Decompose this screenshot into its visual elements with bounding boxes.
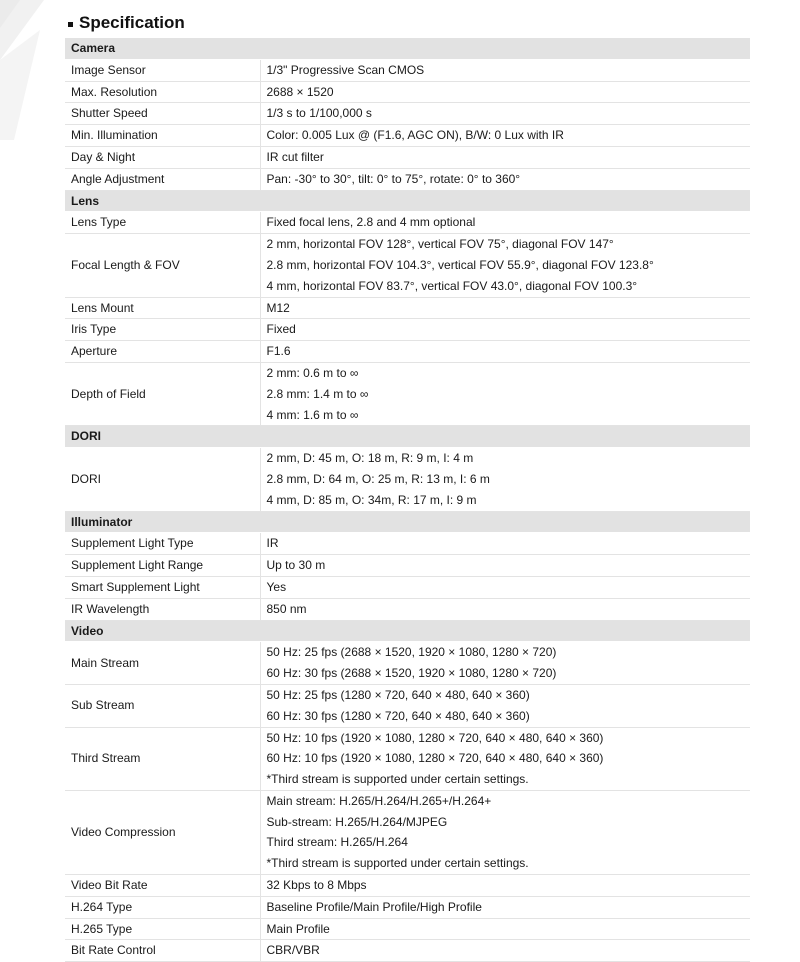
section-header xyxy=(65,426,750,448)
spec-value-line: 2.8 mm, D: 64 m, O: 25 m, R: 13 m, I: 6 m xyxy=(266,471,490,486)
spec-value-line: F1.6 xyxy=(266,344,291,359)
spec-value-line: *Third stream is supported under certain settings. xyxy=(266,856,529,871)
spec-value-line: 2 mm: 0.6 m to ∞ xyxy=(266,365,359,380)
spec-label: Lens Type xyxy=(65,212,260,234)
section-header xyxy=(65,511,750,533)
spec-value xyxy=(260,362,750,425)
table-row xyxy=(65,59,750,81)
section-title: DORI xyxy=(65,426,750,448)
table-row xyxy=(65,341,750,363)
table-row xyxy=(65,319,750,341)
spec-value-line: 1/3 s to 1/100,000 s xyxy=(266,106,372,121)
spec-value xyxy=(260,896,750,918)
spec-value-line: Third stream: H.265/H.264 xyxy=(266,835,408,850)
spec-value-line: Fixed xyxy=(266,322,296,337)
spec-value-line: 60 Hz: 30 fps (1280 × 720, 640 × 480, 640 × 360) xyxy=(266,708,530,723)
spec-value xyxy=(260,146,750,168)
spec-label: Bit Rate Control xyxy=(65,940,260,962)
table-row xyxy=(65,727,750,790)
spec-label: Min. Illumination xyxy=(65,125,260,147)
spec-value-line: 60 Hz: 10 fps (1920 × 1080, 1280 × 720, 640 × 480, 640 × 360) xyxy=(266,751,604,766)
spec-value xyxy=(260,533,750,555)
table-row xyxy=(65,918,750,940)
table-row xyxy=(65,576,750,598)
spec-value-line: 2688 × 1520 xyxy=(266,84,334,99)
spec-value-line: Fixed focal lens, 2.8 and 4 mm optional xyxy=(266,215,476,230)
table-row xyxy=(65,297,750,319)
spec-value-line: Main stream: H.265/H.264/H.265+/H.264+ xyxy=(266,793,492,808)
section-title: Lens xyxy=(65,190,750,212)
spec-value-line: CBR/VBR xyxy=(266,943,320,958)
spec-label: Sub Stream xyxy=(65,684,260,727)
spec-value xyxy=(260,81,750,103)
section-header xyxy=(65,620,750,642)
spec-value-line: 850 nm xyxy=(266,601,307,616)
spec-value-line: 1/3" Progressive Scan CMOS xyxy=(266,62,425,77)
spec-value xyxy=(260,598,750,620)
spec-value-line: Yes xyxy=(266,579,287,594)
specification-table xyxy=(65,38,750,962)
spec-value-line: 4 mm, horizontal FOV 83.7°, vertical FOV 43.0°, diagonal FOV 100.3° xyxy=(266,278,638,293)
spec-label: Supplement Light Range xyxy=(65,555,260,577)
spec-value-line: 60 Hz: 30 fps (2688 × 1520, 1920 × 1080, 1280 × 720) xyxy=(266,666,557,681)
spec-value xyxy=(260,727,750,790)
spec-value-line: 50 Hz: 10 fps (1920 × 1080, 1280 × 720, 640 × 480, 640 × 360) xyxy=(266,730,604,745)
spec-label: Aperture xyxy=(65,341,260,363)
spec-value-line: 2.8 mm, horizontal FOV 104.3°, vertical FOV 55.9°, diagonal FOV 123.8° xyxy=(266,257,654,272)
spec-value-line: Baseline Profile/Main Profile/High Profile xyxy=(266,899,482,914)
spec-label: Third Stream xyxy=(65,727,260,790)
spec-label: Depth of Field xyxy=(65,362,260,425)
table-row xyxy=(65,212,750,234)
spec-value xyxy=(260,234,750,297)
table-row xyxy=(65,875,750,897)
spec-value xyxy=(260,212,750,234)
spec-label: Image Sensor xyxy=(65,59,260,81)
table-row xyxy=(65,940,750,962)
spec-value xyxy=(260,555,750,577)
spec-label: Video Bit Rate xyxy=(65,875,260,897)
title-bullet-icon xyxy=(68,22,73,27)
spec-value-line: 50 Hz: 25 fps (1280 × 720, 640 × 480, 640 × 360) xyxy=(266,687,530,702)
spec-label: DORI xyxy=(65,448,260,511)
spec-value-line: IR cut filter xyxy=(266,149,324,164)
spec-value xyxy=(260,125,750,147)
section-header xyxy=(65,38,750,59)
table-row xyxy=(65,81,750,103)
spec-value xyxy=(260,918,750,940)
table-row xyxy=(65,362,750,425)
spec-value xyxy=(260,642,750,685)
spec-value xyxy=(260,940,750,962)
spec-value xyxy=(260,341,750,363)
spec-label: Shutter Speed xyxy=(65,103,260,125)
spec-value-line: 32 Kbps to 8 Mbps xyxy=(266,878,367,893)
corner-decoration xyxy=(0,0,64,140)
spec-value xyxy=(260,790,750,874)
spec-value-line: Up to 30 m xyxy=(266,558,326,573)
page-title xyxy=(68,10,185,36)
spec-label: Smart Supplement Light xyxy=(65,576,260,598)
spec-value xyxy=(260,168,750,190)
spec-value-line: *Third stream is supported under certain settings. xyxy=(266,772,529,787)
spec-value-line: 4 mm: 1.6 m to ∞ xyxy=(266,407,359,422)
page-title-text: Specification xyxy=(79,13,185,32)
spec-value-line: 2 mm, horizontal FOV 128°, vertical FOV 75°, diagonal FOV 147° xyxy=(266,237,614,252)
spec-value xyxy=(260,59,750,81)
spec-value xyxy=(260,875,750,897)
section-title: Camera xyxy=(65,38,750,59)
section-title: Video xyxy=(65,620,750,642)
spec-label: H.264 Type xyxy=(65,896,260,918)
spec-value xyxy=(260,576,750,598)
spec-label: H.265 Type xyxy=(65,918,260,940)
spec-label: Lens Mount xyxy=(65,297,260,319)
spec-label: Angle Adjustment xyxy=(65,168,260,190)
table-row xyxy=(65,103,750,125)
table-row xyxy=(65,125,750,147)
spec-value xyxy=(260,684,750,727)
spec-value xyxy=(260,319,750,341)
spec-value-line: Main Profile xyxy=(266,921,330,936)
spec-value-line: 4 mm, D: 85 m, O: 34m, R: 17 m, I: 9 m xyxy=(266,492,477,507)
spec-value xyxy=(260,448,750,511)
table-row xyxy=(65,234,750,297)
table-row xyxy=(65,896,750,918)
table-row xyxy=(65,684,750,727)
spec-value xyxy=(260,297,750,319)
spec-label: Max. Resolution xyxy=(65,81,260,103)
section-header xyxy=(65,190,750,212)
table-row xyxy=(65,533,750,555)
table-row xyxy=(65,598,750,620)
spec-value-line: 2.8 mm: 1.4 m to ∞ xyxy=(266,386,369,401)
spec-value-line: Sub-stream: H.265/H.264/MJPEG xyxy=(266,814,448,829)
spec-value-line: Pan: -30° to 30°, tilt: 0° to 75°, rotate: 0° to 360° xyxy=(266,171,521,186)
spec-value-line: IR xyxy=(266,536,279,551)
spec-label: Day & Night xyxy=(65,146,260,168)
spec-label: Focal Length & FOV xyxy=(65,234,260,297)
spec-label: Video Compression xyxy=(65,790,260,874)
spec-value-line: Color: 0.005 Lux @ (F1.6, AGC ON), B/W: 0 Lux with IR xyxy=(266,128,564,143)
spec-label: Iris Type xyxy=(65,319,260,341)
table-row xyxy=(65,168,750,190)
table-row xyxy=(65,790,750,874)
spec-value-line: M12 xyxy=(266,300,290,315)
table-row xyxy=(65,555,750,577)
spec-label: Supplement Light Type xyxy=(65,533,260,555)
section-title: Illuminator xyxy=(65,511,750,533)
spec-value-line: 50 Hz: 25 fps (2688 × 1520, 1920 × 1080, 1280 × 720) xyxy=(266,645,557,660)
spec-label: IR Wavelength xyxy=(65,598,260,620)
spec-value xyxy=(260,103,750,125)
spec-value-line: 2 mm, D: 45 m, O: 18 m, R: 9 m, I: 4 m xyxy=(266,451,474,466)
table-row xyxy=(65,448,750,511)
table-row xyxy=(65,146,750,168)
table-row xyxy=(65,642,750,685)
spec-label: Main Stream xyxy=(65,642,260,685)
